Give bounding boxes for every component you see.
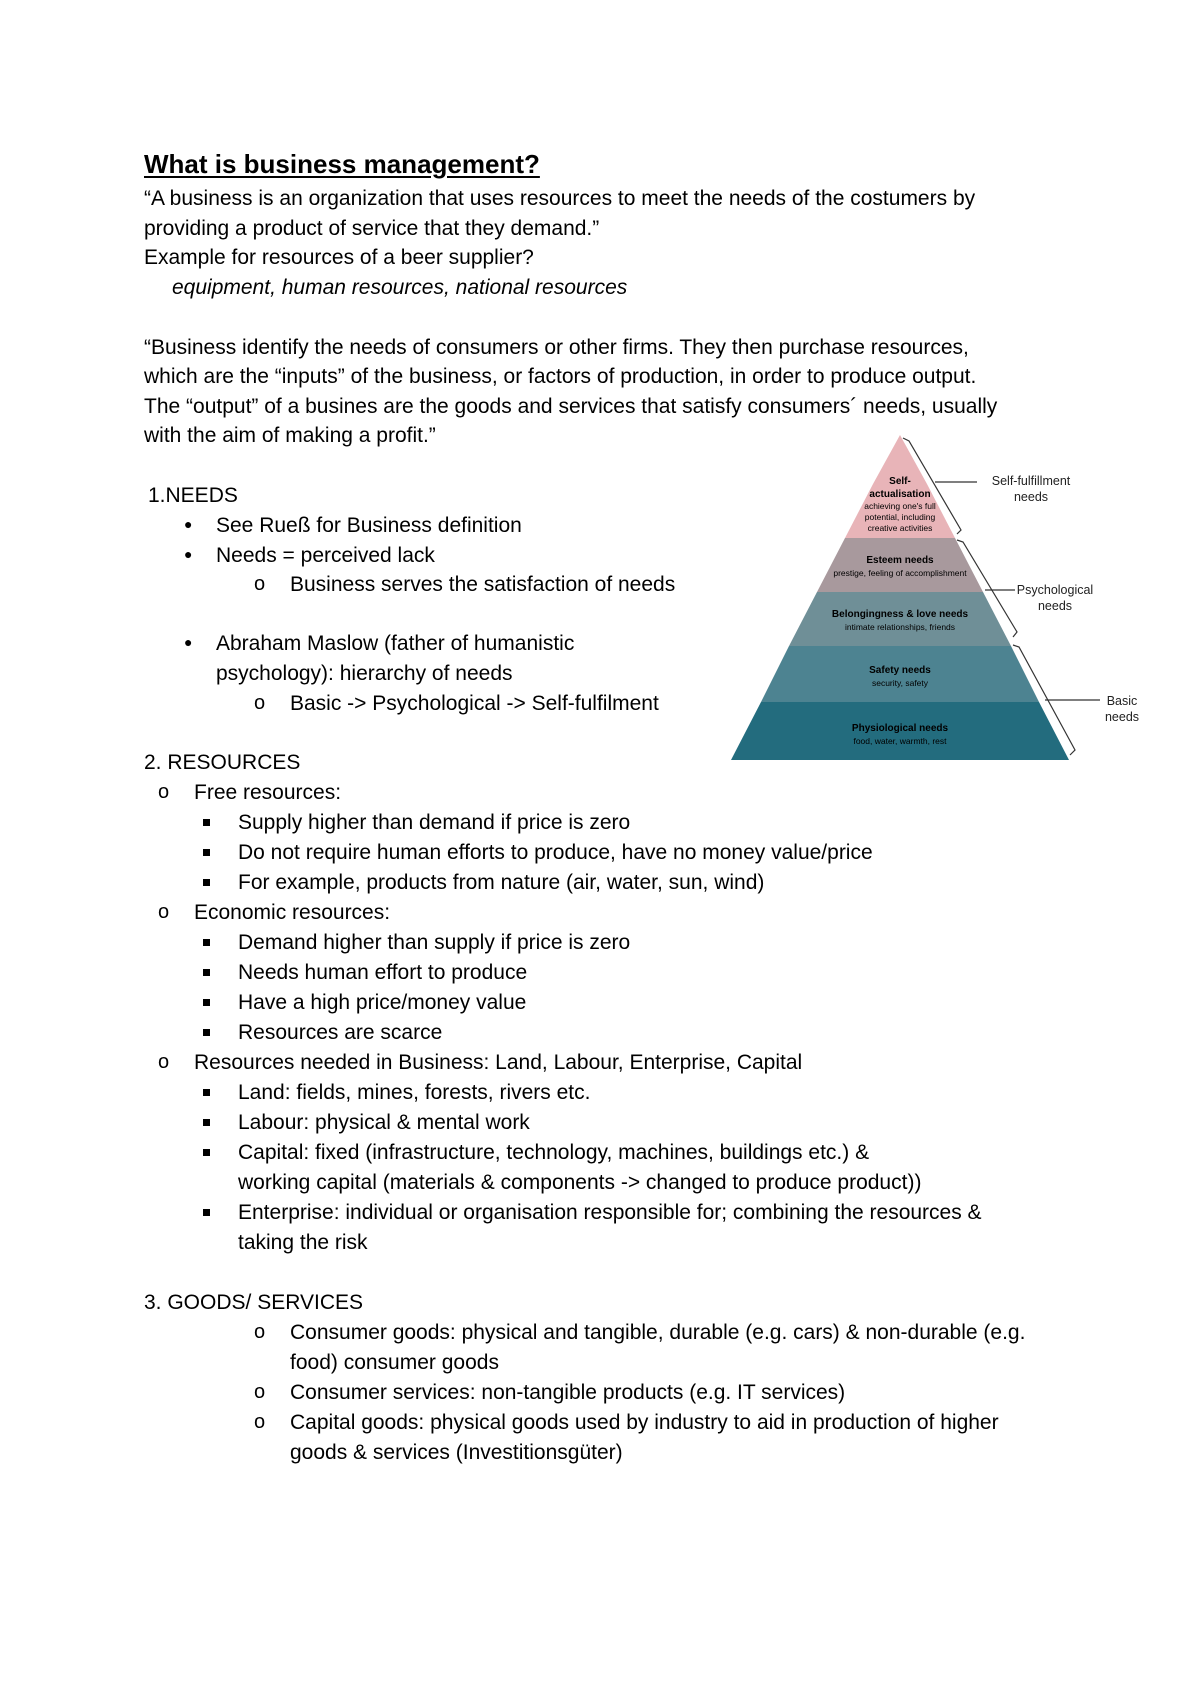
bullet-square [203,1209,210,1216]
bullet-circle: o [158,901,170,923]
bracket-label: needs [1037,599,1073,613]
pyramid-desc: prestige, feeling of accomplishment [833,568,967,578]
bullet-circle: o [158,1051,170,1073]
bracket-label: needs [1104,710,1140,724]
pyramid-desc: food, water, warmth, rest [853,736,947,746]
pyramid-label: Belongingness & love needs [831,609,969,620]
pyramid-desc: creative activities [867,523,933,533]
list-item: Free resources: [194,781,342,804]
list-subitem: Business serves the satisfaction of needs [290,573,676,596]
bracket-label: needs [1013,490,1049,504]
bracket-label: Self-fulfillment [991,474,1071,488]
bullet-square [203,849,210,856]
maslow-pyramid [715,430,1175,770]
list-item: Consumer goods: physical and tangible, durable (e.g. cars) & non-durable (e.g. [290,1321,1026,1344]
bullet-square [203,1089,210,1096]
section-heading-goods: 3. GOODS/ SERVICES [144,1291,364,1314]
list-subitem: Capital: fixed (infrastructure, technology, machines, buildings etc.) & [238,1141,870,1164]
bullet-dot: ● [184,546,193,562]
example-question: Example for resources of a beer supplier? [144,246,534,269]
list-subitem: Basic -> Psychological -> Self-fulfilment [290,692,659,715]
list-item: See Rueß for Business definition [216,514,522,537]
pyramid-label: actualisation [869,489,931,500]
list-item: food) consumer goods [290,1351,499,1374]
list-item: Economic resources: [194,901,391,924]
list-subitem: Resources are scarce [238,1021,443,1044]
bullet-square [203,939,210,946]
bullet-dot: ● [184,634,193,650]
list-item: Resources needed in Business: Land, Labour, Enterprise, Capital [194,1051,803,1074]
bullet-circle: o [158,781,170,803]
pyramid-label: Physiological needs [851,723,949,734]
bullet-circle: o [254,1411,266,1433]
list-item: Abraham Maslow (father of humanistic [216,632,575,655]
list-item: Capital goods: physical goods used by industry to aid in production of higher [290,1411,999,1434]
bullet-circle: o [254,573,266,595]
list-item: Consumer services: non-tangible products (e.g. IT services) [290,1381,846,1404]
bullet-square [203,1119,210,1126]
list-subitem: Supply higher than demand if price is zero [238,811,631,834]
example-answer: equipment, human resources, national resources [172,276,628,299]
pyramid-desc: potential, including [864,512,936,522]
list-subitem: working capital (materials & components -> changed to produce product)) [238,1171,922,1194]
list-subitem: taking the risk [238,1231,368,1254]
bullet-dot: ● [184,516,193,532]
list-subitem: For example, products from nature (air, water, sun, wind) [238,871,765,894]
pyramid-label: Safety needs [869,665,931,676]
section-heading-resources: 2. RESOURCES [144,751,301,774]
list-subitem: Land: fields, mines, forests, rivers etc. [238,1081,591,1104]
page-title: What is business management? [144,149,540,179]
list-item: Needs = perceived lack [216,544,435,567]
bracket-label: Psychological [1016,583,1094,597]
list-item: psychology): hierarchy of needs [216,662,513,685]
quote-line: providing a product of service that they demand.” [144,217,600,240]
list-item: goods & services (Investitionsgüter) [290,1441,623,1464]
pyramid-label: Esteem needs [866,555,934,566]
bullet-square [203,879,210,886]
bullet-square [203,1149,210,1156]
bullet-square [203,969,210,976]
list-subitem: Needs human effort to produce [238,961,528,984]
paragraph-line: The “output” of a busines are the goods and services that satisfy consumers´ needs, usually [144,395,998,418]
pyramid-desc: intimate relationships, friends [844,622,956,632]
quote-line: “A business is an organization that uses resources to meet the needs of the costumers by [144,187,976,210]
bullet-circle: o [254,1321,266,1343]
bracket-label: Basic [1106,694,1138,708]
pyramid-desc: security, safety [871,678,929,688]
bullet-square [203,999,210,1006]
paragraph-line: with the aim of making a profit.” [144,424,436,447]
bullet-square [203,819,210,826]
list-subitem: Enterprise: individual or organisation responsible for; combining the resources & [238,1201,982,1224]
bullet-circle: o [254,692,266,714]
list-subitem: Do not require human efforts to produce, have no money value/price [238,841,873,864]
paragraph-line: “Business identify the needs of consumers or other firms. They then purchase resources, [144,336,969,359]
paragraph-line: which are the “inputs” of the business, or factors of production, in order to produce output. [144,365,977,388]
list-subitem: Have a high price/money value [238,991,527,1014]
pyramid-desc: achieving one's full [864,501,936,511]
list-subitem: Demand higher than supply if price is zero [238,931,631,954]
pyramid-label: Self- [889,476,911,487]
bullet-square [203,1029,210,1036]
section-heading-needs: 1.NEEDS [148,484,238,507]
bullet-circle: o [254,1381,266,1403]
list-subitem: Labour: physical & mental work [238,1111,530,1134]
